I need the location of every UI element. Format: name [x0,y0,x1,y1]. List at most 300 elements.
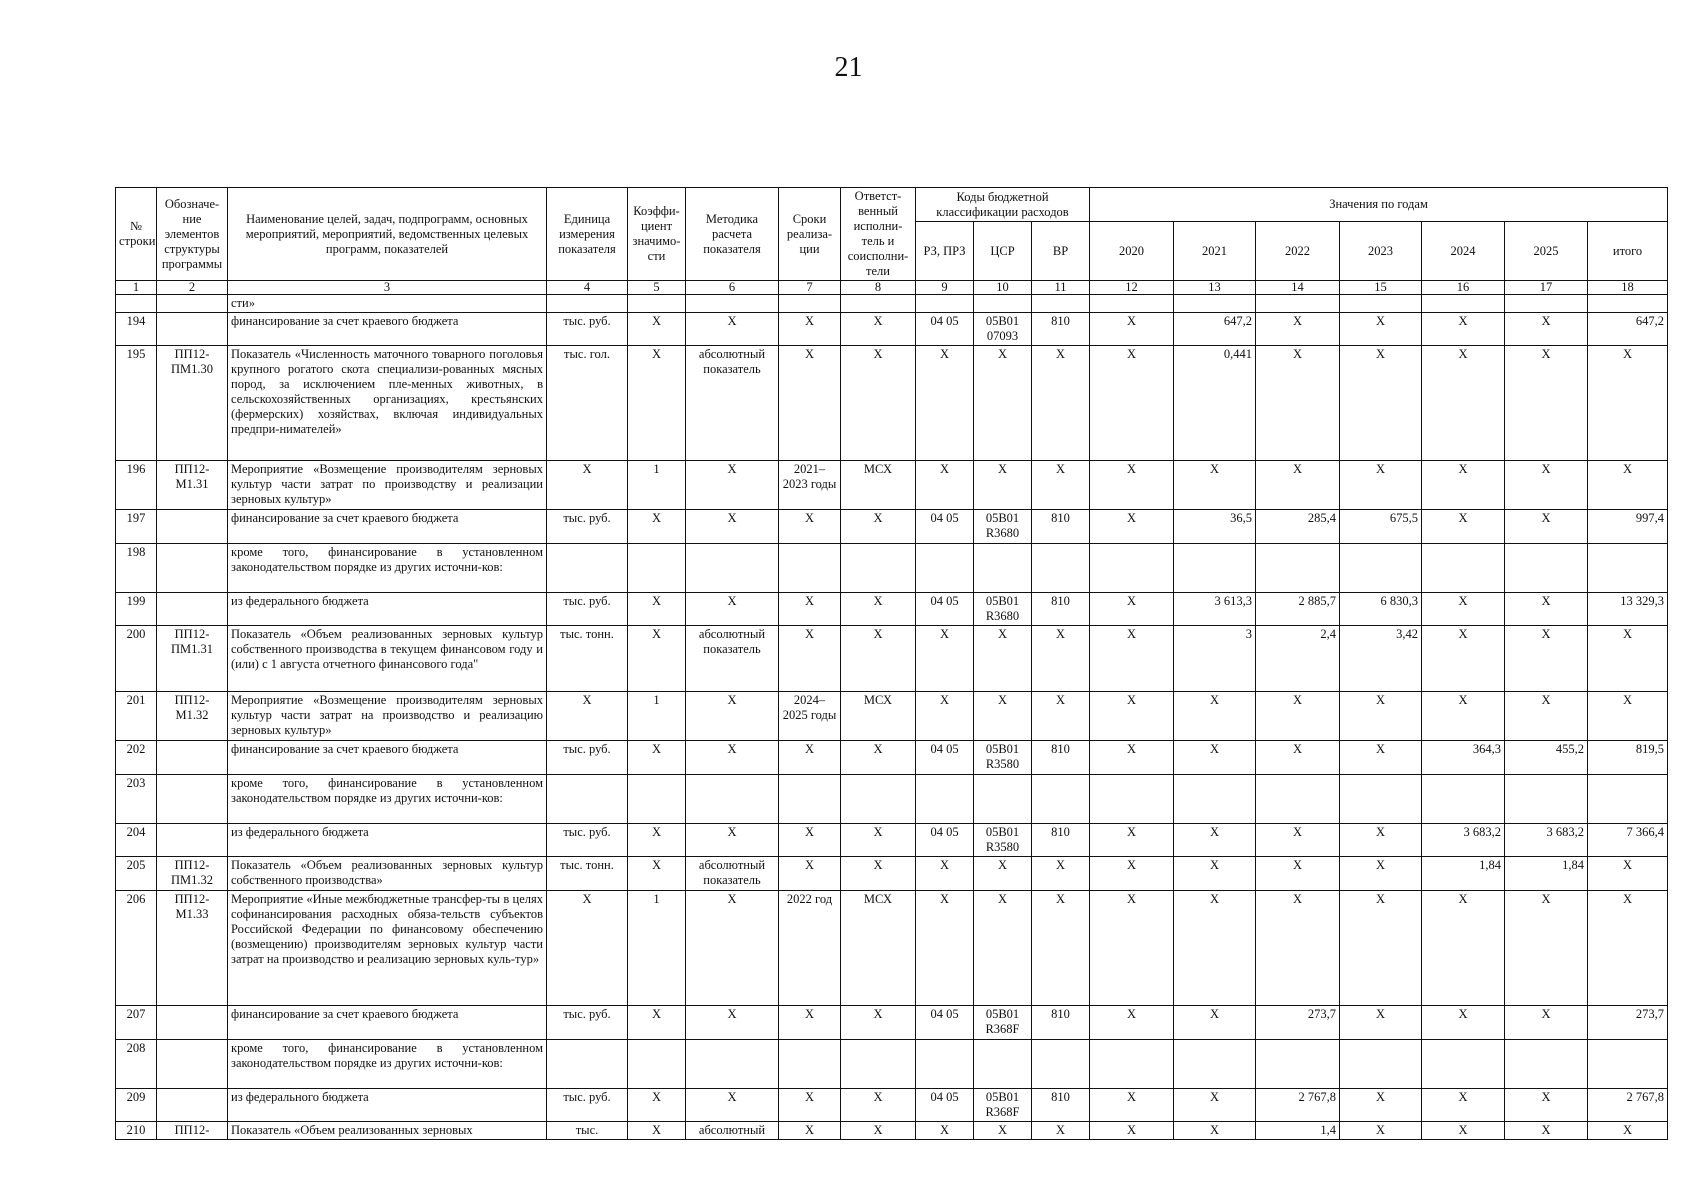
cell-value-2021: 3 [1174,626,1256,692]
cell-value-total: 13 329,3 [1588,593,1668,626]
cell-value-2020: X [1090,741,1174,775]
cell-name: финансирование за счет краевого бюджета [228,1006,547,1040]
cell-value-2025: X [1505,1006,1588,1040]
cell-designation [157,775,228,824]
cell-value-total: X [1588,626,1668,692]
cell-responsible: МСХ [841,692,916,741]
cell-rz-code: X [916,692,974,741]
cell-value-total: 2 767,8 [1588,1089,1668,1122]
cell-value-total: X [1588,1122,1668,1140]
cell-method [686,295,779,313]
cell-method: X [686,824,779,857]
cell-value-2021: 647,2 [1174,313,1256,346]
table-header [116,188,1668,295]
cell-value-2021: 0,441 [1174,346,1256,461]
cell-value-total: X [1588,891,1668,1006]
cell-value-2025: X [1505,510,1588,544]
cell-value-2020 [1090,1040,1174,1089]
cell-value-2023: X [1340,857,1422,891]
cell-unit: тыс. руб. [547,1089,628,1122]
header-year-2025: 2025 [1505,222,1588,281]
cell-responsible: X [841,1122,916,1140]
cell-rz-code: 04 05 [916,824,974,857]
cell-value-2022 [1256,775,1340,824]
cell-method: X [686,741,779,775]
header-budget-codes: Коды бюджетной классификации расходов [916,188,1090,222]
cell-value-2022: X [1256,313,1340,346]
cell-value-2025 [1505,295,1588,313]
cell-method [686,544,779,593]
cell-vr-code: 810 [1032,1006,1090,1040]
column-number: 11 [1032,281,1090,295]
cell-responsible: X [841,1089,916,1122]
cell-coefficient: X [628,593,686,626]
cell-value-2021: X [1174,1122,1256,1140]
cell-value-2021: X [1174,1006,1256,1040]
cell-value-2024 [1422,775,1505,824]
cell-value-2023: 3,42 [1340,626,1422,692]
cell-value-2025 [1505,775,1588,824]
cell-value-2025 [1505,1040,1588,1089]
cell-value-2020: X [1090,1089,1174,1122]
cell-value-2024: X [1422,346,1505,461]
header-year-2022: 2022 [1256,222,1340,281]
table-row [116,544,1668,593]
cell-row-number: 208 [116,1040,157,1089]
cell-rz-code: X [916,891,974,1006]
cell-value-2021: X [1174,824,1256,857]
cell-name: Показатель «Объем реализованных зерновых [228,1122,547,1140]
cell-value-2025: X [1505,1089,1588,1122]
cell-value-2025: X [1505,626,1588,692]
cell-value-2023: X [1340,1089,1422,1122]
cell-vr-code: X [1032,626,1090,692]
cell-rz-code: 04 05 [916,593,974,626]
cell-rz-code [916,295,974,313]
cell-unit [547,544,628,593]
cell-value-2022: 2 767,8 [1256,1089,1340,1122]
cell-csr-code: X [974,461,1032,510]
cell-value-2025: X [1505,313,1588,346]
cell-value-2025: X [1505,461,1588,510]
column-number: 12 [1090,281,1174,295]
cell-vr-code: X [1032,1122,1090,1140]
cell-responsible: X [841,824,916,857]
cell-vr-code: 810 [1032,824,1090,857]
cell-method: X [686,891,779,1006]
header-method: Методика расчета показателя [686,188,779,281]
header-year-2023: 2023 [1340,222,1422,281]
cell-row-number: 207 [116,1006,157,1040]
cell-name: Мероприятие «Возмещение производителям зерновых культур части затрат по производству и реализации зерновых культур» [228,461,547,510]
header-coefficient: Коэффи-циент значимо-сти [628,188,686,281]
cell-responsible: X [841,593,916,626]
cell-value-total: 997,4 [1588,510,1668,544]
header-unit: Единица измерения показателя [547,188,628,281]
cell-row-number: 205 [116,857,157,891]
cell-value-2021: X [1174,692,1256,741]
cell-value-2020 [1090,544,1174,593]
cell-value-2024: X [1422,461,1505,510]
cell-term: 2021–2023 годы [779,461,841,510]
cell-rz-code: X [916,857,974,891]
cell-unit: X [547,891,628,1006]
cell-csr-code: 05B01 R3580 [974,741,1032,775]
cell-value-2023: X [1340,1006,1422,1040]
cell-name: Показатель «Численность маточного товарного поголовья крупного рогатого скота специализи-рованных мясных пород, за исключением пле-менных животных, в сельскохозяйственных организациях, крестьянских (фермерских) хозяйствах, включая индивидуальных предпри-нимателей» [228,346,547,461]
cell-value-2021: X [1174,857,1256,891]
cell-responsible: X [841,857,916,891]
cell-row-number: 199 [116,593,157,626]
cell-row-number: 204 [116,824,157,857]
cell-designation: ПП12-М1.33 [157,891,228,1006]
cell-unit: X [547,461,628,510]
cell-designation [157,1040,228,1089]
program-table [115,187,1668,1140]
column-number: 6 [686,281,779,295]
cell-value-total: 819,5 [1588,741,1668,775]
cell-vr-code: X [1032,461,1090,510]
cell-coefficient [628,295,686,313]
cell-vr-code: 810 [1032,741,1090,775]
cell-method: X [686,593,779,626]
cell-designation: ПП12-М1.31 [157,461,228,510]
column-number: 17 [1505,281,1588,295]
column-number: 7 [779,281,841,295]
cell-value-2021: X [1174,741,1256,775]
cell-unit: тыс. руб. [547,1006,628,1040]
cell-vr-code [1032,1040,1090,1089]
cell-vr-code [1032,544,1090,593]
cell-value-total: X [1588,461,1668,510]
cell-responsible: X [841,626,916,692]
cell-responsible: МСХ [841,891,916,1006]
cell-name: из федерального бюджета [228,593,547,626]
cell-responsible: X [841,313,916,346]
cell-term: X [779,626,841,692]
cell-value-2024: 3 683,2 [1422,824,1505,857]
cell-designation: ПП12-ПМ1.31 [157,626,228,692]
cell-coefficient: X [628,346,686,461]
cell-coefficient: X [628,510,686,544]
column-number: 8 [841,281,916,295]
column-number: 3 [228,281,547,295]
column-number: 5 [628,281,686,295]
cell-value-2024: X [1422,626,1505,692]
cell-value-2022: X [1256,692,1340,741]
column-number: 2 [157,281,228,295]
cell-value-2022: X [1256,741,1340,775]
cell-vr-code: X [1032,857,1090,891]
cell-responsible: X [841,510,916,544]
cell-csr-code: X [974,891,1032,1006]
cell-value-2022: 1,4 [1256,1122,1340,1140]
cell-value-2024: X [1422,1089,1505,1122]
cell-unit: тыс. руб. [547,510,628,544]
cell-responsible [841,295,916,313]
cell-designation: ПП12- [157,1122,228,1140]
cell-value-2022: X [1256,857,1340,891]
cell-csr-code: X [974,692,1032,741]
cell-value-2023: X [1340,313,1422,346]
header-values-by-year: Значения по годам [1090,188,1668,222]
cell-rz-code: X [916,346,974,461]
cell-value-2022: X [1256,461,1340,510]
cell-unit [547,295,628,313]
cell-value-2025: 1,84 [1505,857,1588,891]
cell-responsible: X [841,346,916,461]
cell-method: абсолютный [686,1122,779,1140]
cell-rz-code: 04 05 [916,313,974,346]
header-total: итого [1588,222,1668,281]
cell-value-2024 [1422,295,1505,313]
cell-term: X [779,1006,841,1040]
cell-value-2021 [1174,295,1256,313]
cell-value-2022: 2 885,7 [1256,593,1340,626]
cell-csr-code: X [974,346,1032,461]
cell-value-2020 [1090,295,1174,313]
cell-unit: X [547,692,628,741]
table-row [116,1122,1668,1140]
cell-value-2020: X [1090,510,1174,544]
cell-value-2021: X [1174,1089,1256,1122]
cell-vr-code [1032,295,1090,313]
cell-csr-code: X [974,1122,1032,1140]
cell-method: X [686,1006,779,1040]
cell-value-2024: 1,84 [1422,857,1505,891]
cell-coefficient [628,1040,686,1089]
table-row [116,295,1668,313]
column-number: 1 [116,281,157,295]
cell-value-total: X [1588,692,1668,741]
cell-method: X [686,461,779,510]
cell-value-2020: X [1090,891,1174,1006]
cell-coefficient [628,775,686,824]
cell-value-total [1588,775,1668,824]
cell-row-number: 200 [116,626,157,692]
cell-designation [157,1006,228,1040]
header-designation: Обозначе-ние элементов структуры программы [157,188,228,281]
cell-rz-code: X [916,461,974,510]
cell-method: X [686,510,779,544]
cell-value-2023: 675,5 [1340,510,1422,544]
cell-term: X [779,824,841,857]
cell-row-number: 196 [116,461,157,510]
cell-term [779,775,841,824]
cell-value-2022: 273,7 [1256,1006,1340,1040]
cell-term: X [779,510,841,544]
cell-row-number: 202 [116,741,157,775]
cell-unit: тыс. тонн. [547,626,628,692]
cell-term: X [779,1089,841,1122]
cell-method: абсолютный показатель [686,346,779,461]
cell-responsible: X [841,741,916,775]
table-row [116,510,1668,544]
cell-csr-code [974,544,1032,593]
table-row [116,1089,1668,1122]
cell-value-2025: X [1505,692,1588,741]
cell-designation: ПП12-ПМ1.30 [157,346,228,461]
cell-value-2020: X [1090,593,1174,626]
cell-coefficient: X [628,824,686,857]
cell-value-2021: X [1174,461,1256,510]
cell-term [779,295,841,313]
cell-value-2020: X [1090,1122,1174,1140]
table-row [116,741,1668,775]
cell-csr-code: 05B01 R368F [974,1006,1032,1040]
cell-coefficient: X [628,1006,686,1040]
table-row [116,626,1668,692]
cell-designation [157,510,228,544]
cell-unit: тыс. руб. [547,313,628,346]
cell-designation: ПП12-М1.32 [157,692,228,741]
cell-name: из федерального бюджета [228,1089,547,1122]
cell-coefficient: X [628,626,686,692]
cell-rz-code: X [916,626,974,692]
cell-name: сти» [228,295,547,313]
cell-value-2025: X [1505,891,1588,1006]
cell-method: X [686,1089,779,1122]
table-row [116,775,1668,824]
cell-responsible [841,1040,916,1089]
cell-row-number: 194 [116,313,157,346]
cell-csr-code: X [974,626,1032,692]
header-year-2021: 2021 [1174,222,1256,281]
header-year-2020: 2020 [1090,222,1174,281]
cell-value-2025: X [1505,593,1588,626]
cell-csr-code: 05B01 R368F [974,1089,1032,1122]
cell-designation [157,544,228,593]
cell-coefficient: X [628,1089,686,1122]
header-year-2024: 2024 [1422,222,1505,281]
cell-designation [157,1089,228,1122]
cell-term: 2022 год [779,891,841,1006]
cell-row-number: 210 [116,1122,157,1140]
cell-value-2022 [1256,544,1340,593]
cell-row-number: 203 [116,775,157,824]
cell-term: X [779,857,841,891]
cell-value-2022 [1256,1040,1340,1089]
table-row [116,593,1668,626]
header-csr: ЦСР [974,222,1032,281]
cell-value-2020: X [1090,461,1174,510]
program-table-container [115,187,1667,1140]
cell-value-2020: X [1090,626,1174,692]
cell-value-total [1588,544,1668,593]
cell-value-2024: X [1422,313,1505,346]
cell-responsible [841,775,916,824]
cell-vr-code: 810 [1032,313,1090,346]
cell-coefficient: X [628,313,686,346]
table-body [116,295,1668,1140]
cell-value-2020: X [1090,313,1174,346]
cell-value-2024: X [1422,1006,1505,1040]
table-row [116,891,1668,1006]
cell-unit [547,775,628,824]
header-vr: ВР [1032,222,1090,281]
cell-designation [157,824,228,857]
cell-value-2022: 285,4 [1256,510,1340,544]
cell-rz-code: X [916,1122,974,1140]
table-row [116,1040,1668,1089]
cell-method: абсолютный показатель [686,857,779,891]
cell-unit: тыс. руб. [547,593,628,626]
table-row [116,857,1668,891]
cell-term: 2024–2025 годы [779,692,841,741]
cell-responsible [841,544,916,593]
column-numbers-row [116,281,1668,295]
table-row [116,824,1668,857]
cell-rz-code [916,1040,974,1089]
cell-value-2021 [1174,775,1256,824]
cell-name: Показатель «Объем реализованных зерновых культур собственного производства в текущем финансовом году и (или) с 1 августа отчетного финансового года" [228,626,547,692]
cell-value-2024: X [1422,1122,1505,1140]
cell-coefficient: X [628,1122,686,1140]
cell-vr-code: X [1032,692,1090,741]
cell-term: X [779,1122,841,1140]
cell-row-number: 197 [116,510,157,544]
cell-method: абсолютный показатель [686,626,779,692]
cell-value-2020: X [1090,1006,1174,1040]
cell-vr-code [1032,775,1090,824]
cell-term: X [779,741,841,775]
cell-vr-code: 810 [1032,593,1090,626]
cell-value-2025: 3 683,2 [1505,824,1588,857]
cell-value-2023: X [1340,1122,1422,1140]
cell-term [779,544,841,593]
cell-responsible: МСХ [841,461,916,510]
cell-value-total: X [1588,857,1668,891]
cell-csr-code [974,775,1032,824]
cell-csr-code: 05B01 07093 [974,313,1032,346]
cell-term: X [779,346,841,461]
cell-coefficient: 1 [628,692,686,741]
cell-method: X [686,692,779,741]
cell-coefficient: 1 [628,891,686,1006]
column-number: 9 [916,281,974,295]
cell-row-number: 206 [116,891,157,1006]
cell-row-number: 209 [116,1089,157,1122]
cell-value-2024: X [1422,692,1505,741]
cell-value-2020: X [1090,824,1174,857]
cell-name: Мероприятие «Возмещение производителям зерновых культур части затрат на производство и реализацию зерновых культур» [228,692,547,741]
cell-term: X [779,593,841,626]
cell-value-2024: X [1422,593,1505,626]
cell-vr-code: X [1032,891,1090,1006]
cell-rz-code [916,775,974,824]
cell-value-2022: 2,4 [1256,626,1340,692]
cell-value-2023 [1340,295,1422,313]
header-name: Наименование целей, задач, подпрограмм, основных мероприятий, мероприятий, ведомственных целевых программ, показателей [228,188,547,281]
cell-value-2024: X [1422,510,1505,544]
cell-term [779,1040,841,1089]
cell-method [686,775,779,824]
cell-value-2024: 364,3 [1422,741,1505,775]
header-rz: РЗ, ПРЗ [916,222,974,281]
cell-responsible: X [841,1006,916,1040]
cell-value-2023 [1340,544,1422,593]
cell-value-2023: 6 830,3 [1340,593,1422,626]
cell-value-2021: 3 613,3 [1174,593,1256,626]
cell-name: кроме того, финансирование в установленном законодательством порядке из других источни-ков: [228,775,547,824]
cell-designation [157,295,228,313]
cell-row-number: 195 [116,346,157,461]
cell-value-total [1588,1040,1668,1089]
cell-value-2020: X [1090,346,1174,461]
cell-value-2023: X [1340,461,1422,510]
header-term: Сроки реализа-ции [779,188,841,281]
cell-value-2023: X [1340,741,1422,775]
